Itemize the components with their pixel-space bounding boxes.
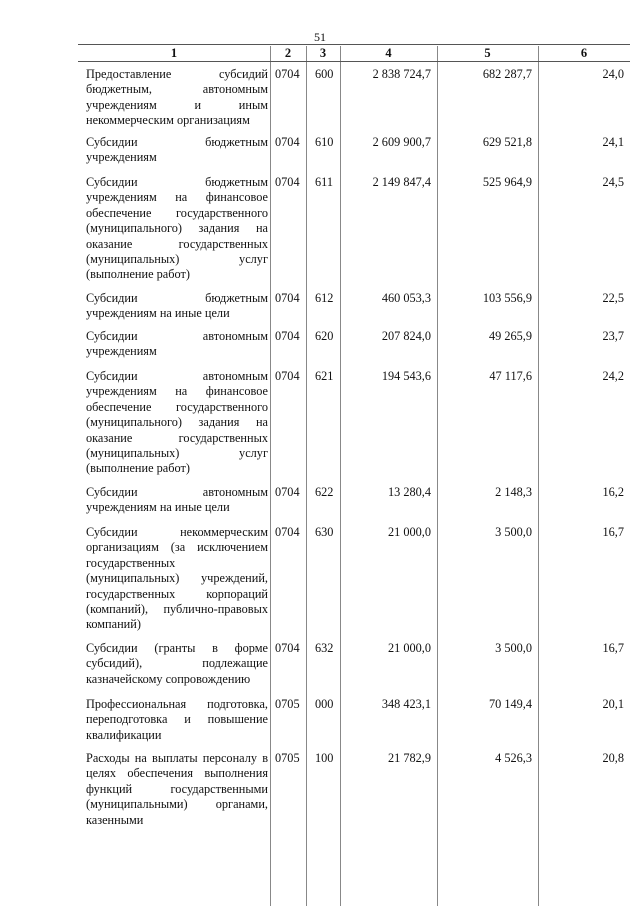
row-section-code: 0704 <box>275 329 300 343</box>
column-divider <box>306 46 307 906</box>
row-section-code: 0705 <box>275 697 300 711</box>
row-fact-value: 49 265,9 <box>488 329 532 343</box>
row-expense-type: 632 <box>315 641 334 655</box>
row-description: Профессиональная подготовка, переподготовка и повышение квалификации <box>86 697 268 742</box>
row-plan-value: 21 782,9 <box>387 751 431 765</box>
header-col-1: 1 <box>170 46 178 60</box>
row-plan-value: 194 543,6 <box>381 369 431 383</box>
row-description: Субсидии бюджетным учреждениям на иные цели <box>86 291 268 321</box>
row-fact-value: 47 117,6 <box>489 369 532 383</box>
row-plan-value: 21 000,0 <box>387 525 431 539</box>
row-expense-type: 000 <box>315 697 334 711</box>
row-section-code: 0704 <box>275 135 300 149</box>
row-section-code: 0704 <box>275 641 300 655</box>
row-expense-type: 100 <box>315 751 334 765</box>
row-plan-value: 348 423,1 <box>381 697 431 711</box>
header-col-4: 4 <box>385 46 392 60</box>
header-col-5: 5 <box>484 46 491 60</box>
row-plan-value: 460 053,3 <box>381 291 431 305</box>
row-section-code: 0704 <box>275 525 300 539</box>
row-fact-value: 70 149,4 <box>488 697 532 711</box>
row-section-code: 0704 <box>275 291 300 305</box>
row-plan-value: 13 280,4 <box>387 485 431 499</box>
column-divider <box>270 46 271 906</box>
row-fact-value: 525 964,9 <box>482 175 532 189</box>
row-description: Субсидии автономным учреждениям на иные цели <box>86 485 268 515</box>
table-header <box>78 44 630 62</box>
row-fact-value: 3 500,0 <box>495 641 532 655</box>
row-percent: 24,5 <box>602 175 624 189</box>
row-expense-type: 630 <box>315 525 334 539</box>
row-section-code: 0704 <box>275 175 300 189</box>
row-percent: 22,5 <box>602 291 624 305</box>
row-plan-value: 2 149 847,4 <box>372 175 431 189</box>
row-percent: 16,2 <box>602 485 624 499</box>
row-fact-value: 4 526,3 <box>495 751 532 765</box>
row-expense-type: 622 <box>315 485 334 499</box>
row-description: Субсидии автономным учреждениям на финансовое обеспечение государственного (муниципального) задания на оказание государственных (муниципальных) услуг (выполнение работ) <box>86 369 268 476</box>
row-fact-value: 682 287,7 <box>482 67 532 81</box>
row-section-code: 0704 <box>275 67 300 81</box>
page-number: 51 <box>314 30 326 44</box>
row-section-code: 0705 <box>275 751 300 765</box>
row-percent: 20,1 <box>602 697 624 711</box>
row-section-code: 0704 <box>275 369 300 383</box>
row-description: Расходы на выплаты персоналу в целях обеспечения выполнения функций государственными (муниципальными) органами, казенными <box>86 751 268 827</box>
row-expense-type: 611 <box>315 175 333 189</box>
row-percent: 16,7 <box>602 641 624 655</box>
row-fact-value: 2 148,3 <box>495 485 532 499</box>
row-plan-value: 21 000,0 <box>387 641 431 655</box>
row-fact-value: 103 556,9 <box>482 291 532 305</box>
row-expense-type: 620 <box>315 329 334 343</box>
row-fact-value: 3 500,0 <box>495 525 532 539</box>
row-plan-value: 2 838 724,7 <box>372 67 431 81</box>
row-percent: 16,7 <box>602 525 624 539</box>
row-expense-type: 600 <box>315 67 334 81</box>
row-expense-type: 621 <box>315 369 334 383</box>
row-plan-value: 2 609 900,7 <box>372 135 431 149</box>
row-plan-value: 207 824,0 <box>381 329 431 343</box>
row-expense-type: 610 <box>315 135 334 149</box>
row-percent: 24,2 <box>602 369 624 383</box>
row-percent: 24,1 <box>602 135 624 149</box>
header-col-2: 2 <box>284 46 292 60</box>
row-description: Субсидии бюджетным учреждениям <box>86 135 268 165</box>
row-description: Субсидии некоммерческим организациям (за исключением государственных (муниципальных) учреждений, государственных корпораций (компаний), публично-правовых компаний) <box>86 525 268 632</box>
row-percent: 20,8 <box>602 751 624 765</box>
row-percent: 24,0 <box>602 67 624 81</box>
header-col-3: 3 <box>319 46 327 60</box>
row-expense-type: 612 <box>315 291 334 305</box>
row-percent: 23,7 <box>602 329 624 343</box>
row-fact-value: 629 521,8 <box>482 135 532 149</box>
row-description: Предоставление субсидий бюджетным, автономным учреждениям и иным некоммерческим организациям <box>86 67 268 128</box>
header-col-6: 6 <box>580 46 588 60</box>
row-description: Субсидии бюджетным учреждениям на финансовое обеспечение государственного (муниципального) задания на оказание государственных (муниципальных) услуг (выполнение работ) <box>86 175 268 282</box>
row-description: Субсидии автономным учреждениям <box>86 329 268 359</box>
row-description: Субсидии (гранты в форме субсидий), подлежащие казначейскому сопровождению <box>86 641 268 686</box>
row-section-code: 0704 <box>275 485 300 499</box>
